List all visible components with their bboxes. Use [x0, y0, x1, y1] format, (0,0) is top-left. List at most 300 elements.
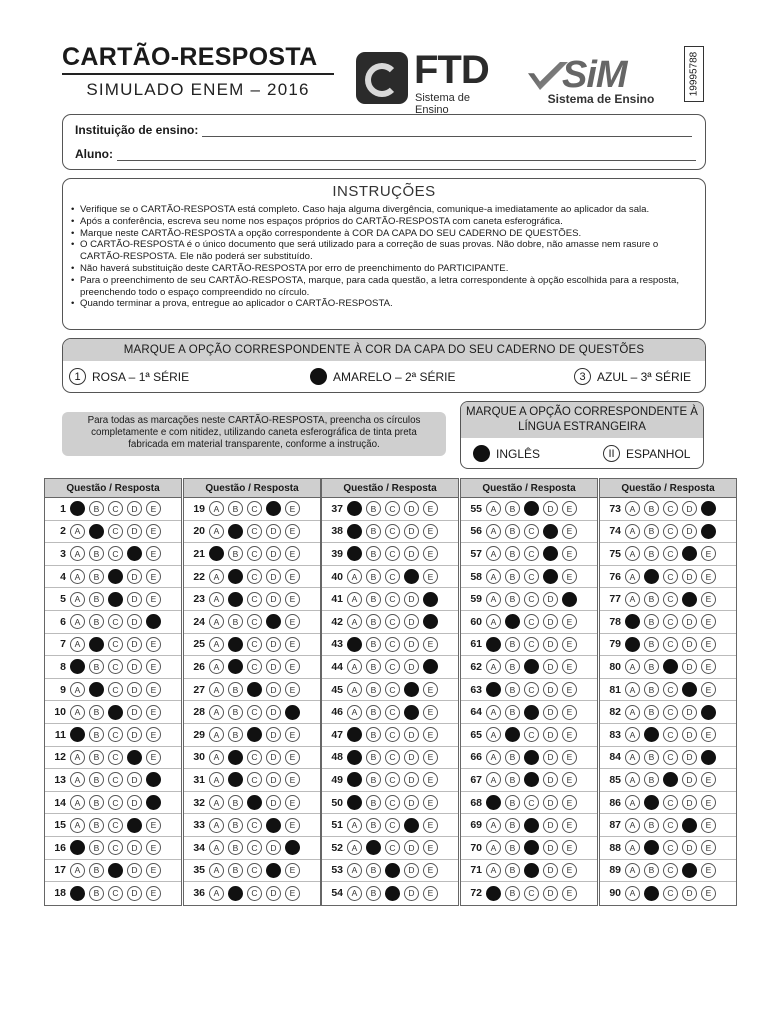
answer-bubble-a[interactable]: A — [486, 705, 501, 720]
answer-bubble-e[interactable]: E — [562, 614, 577, 629]
answer-bubble-e[interactable]: E — [701, 772, 716, 787]
answer-bubble-e[interactable]: E — [701, 569, 716, 584]
answer-bubble-e[interactable]: E — [562, 501, 577, 516]
answer-bubble-b[interactable]: B — [505, 795, 520, 810]
answer-bubble-a[interactable]: A — [625, 501, 640, 516]
answer-bubble-b[interactable]: B — [228, 863, 243, 878]
answer-bubble-c[interactable]: C — [663, 886, 678, 901]
answer-bubble-b[interactable]: B — [505, 546, 520, 561]
answer-bubble-c[interactable]: C — [247, 818, 262, 833]
answer-bubble-e-filled[interactable] — [701, 705, 716, 720]
answer-bubble-a[interactable]: A — [70, 524, 85, 539]
answer-bubble-a-filled[interactable] — [486, 682, 501, 697]
answer-bubble-b[interactable]: B — [366, 659, 381, 674]
answer-bubble-c[interactable]: C — [247, 501, 262, 516]
answer-bubble-d[interactable]: D — [127, 524, 142, 539]
answer-bubble-c[interactable]: C — [663, 750, 678, 765]
answer-bubble-e-filled[interactable] — [423, 659, 438, 674]
answer-bubble-c[interactable]: C — [385, 750, 400, 765]
answer-bubble-c[interactable]: C — [663, 795, 678, 810]
answer-bubble-c[interactable]: C — [247, 772, 262, 787]
answer-bubble-e[interactable]: E — [423, 818, 438, 833]
answer-bubble-b-filled[interactable] — [505, 727, 520, 742]
color-option-azul[interactable] — [574, 368, 691, 385]
answer-bubble-d[interactable]: D — [543, 886, 558, 901]
answer-bubble-c[interactable]: C — [108, 659, 123, 674]
answer-bubble-c[interactable]: C — [108, 818, 123, 833]
answer-bubble-c-filled[interactable] — [524, 750, 539, 765]
answer-bubble-e[interactable]: E — [562, 524, 577, 539]
answer-bubble-e[interactable]: E — [562, 727, 577, 742]
answer-bubble-d[interactable]: D — [127, 863, 142, 878]
answer-bubble-a[interactable]: A — [486, 592, 501, 607]
answer-bubble-a-filled[interactable] — [347, 772, 362, 787]
answer-bubble-d[interactable]: D — [543, 750, 558, 765]
answer-bubble-a[interactable]: A — [209, 863, 224, 878]
answer-bubble-e[interactable]: E — [701, 546, 716, 561]
answer-bubble-e[interactable]: E — [423, 795, 438, 810]
answer-bubble-c[interactable]: C — [385, 840, 400, 855]
answer-bubble-e[interactable]: E — [423, 524, 438, 539]
answer-bubble-e-filled[interactable] — [701, 501, 716, 516]
answer-bubble-c-filled[interactable] — [108, 569, 123, 584]
answer-bubble-a[interactable]: A — [347, 705, 362, 720]
answer-bubble-c-filled[interactable] — [247, 795, 262, 810]
answer-bubble-b-filled[interactable] — [228, 637, 243, 652]
answer-bubble-d-filled[interactable] — [266, 863, 281, 878]
answer-bubble-c-filled[interactable] — [663, 772, 678, 787]
answer-bubble-d[interactable]: D — [543, 501, 558, 516]
answer-bubble-a[interactable]: A — [486, 659, 501, 674]
answer-bubble-b[interactable]: B — [644, 659, 659, 674]
answer-bubble-a-filled[interactable] — [486, 886, 501, 901]
answer-bubble-d[interactable]: D — [127, 705, 142, 720]
answer-bubble-a[interactable]: A — [209, 705, 224, 720]
answer-bubble-d[interactable]: D — [404, 546, 419, 561]
answer-bubble-e[interactable]: E — [146, 886, 161, 901]
answer-bubble-a[interactable]: A — [209, 524, 224, 539]
answer-bubble-b-filled[interactable] — [644, 727, 659, 742]
answer-bubble-d[interactable]: D — [266, 727, 281, 742]
answer-bubble-a-filled[interactable] — [70, 886, 85, 901]
answer-bubble-b-filled[interactable] — [89, 524, 104, 539]
answer-bubble-d-filled[interactable] — [682, 863, 697, 878]
answer-bubble-d[interactable]: D — [266, 592, 281, 607]
answer-bubble-e[interactable]: E — [701, 863, 716, 878]
answer-bubble-b[interactable]: B — [505, 886, 520, 901]
answer-bubble-c[interactable]: C — [108, 772, 123, 787]
answer-bubble-d[interactable]: D — [127, 727, 142, 742]
answer-bubble-a-filled[interactable] — [347, 501, 362, 516]
answer-bubble-b[interactable]: B — [366, 682, 381, 697]
answer-bubble-e[interactable]: E — [701, 592, 716, 607]
answer-bubble-c-filled[interactable] — [524, 501, 539, 516]
answer-bubble-a[interactable]: A — [486, 750, 501, 765]
institution-input-line[interactable] — [202, 125, 692, 137]
answer-bubble-a[interactable]: A — [486, 772, 501, 787]
answer-bubble-c[interactable]: C — [385, 524, 400, 539]
answer-bubble-d-filled[interactable] — [543, 569, 558, 584]
answer-bubble-d-filled[interactable] — [404, 569, 419, 584]
answer-bubble-c-filled[interactable] — [385, 886, 400, 901]
answer-bubble-a-filled[interactable] — [347, 637, 362, 652]
answer-bubble-b-filled[interactable] — [644, 569, 659, 584]
answer-bubble-a[interactable]: A — [486, 569, 501, 584]
answer-bubble-d[interactable]: D — [543, 592, 558, 607]
answer-bubble-a-filled[interactable] — [486, 795, 501, 810]
answer-bubble-c[interactable]: C — [385, 637, 400, 652]
answer-bubble-a[interactable]: A — [625, 546, 640, 561]
answer-bubble-a[interactable]: A — [486, 818, 501, 833]
answer-bubble-b[interactable]: B — [366, 501, 381, 516]
answer-bubble-b[interactable]: B — [644, 592, 659, 607]
answer-bubble-c-filled[interactable] — [247, 682, 262, 697]
answer-bubble-b[interactable]: B — [644, 501, 659, 516]
answer-bubble-c[interactable]: C — [385, 682, 400, 697]
answer-bubble-a[interactable]: A — [70, 637, 85, 652]
answer-bubble-c[interactable]: C — [663, 501, 678, 516]
answer-bubble-b[interactable]: B — [505, 750, 520, 765]
answer-bubble-a[interactable]: A — [486, 524, 501, 539]
answer-bubble-d[interactable]: D — [266, 840, 281, 855]
answer-bubble-e-filled[interactable] — [146, 614, 161, 629]
answer-bubble-e[interactable]: E — [562, 818, 577, 833]
answer-bubble-d-filled[interactable] — [266, 818, 281, 833]
answer-bubble-c[interactable]: C — [108, 886, 123, 901]
answer-bubble-b[interactable]: B — [228, 727, 243, 742]
answer-bubble-c[interactable]: C — [385, 818, 400, 833]
answer-bubble-c[interactable]: C — [663, 614, 678, 629]
answer-bubble-b-filled[interactable] — [644, 886, 659, 901]
answer-bubble-e[interactable]: E — [146, 863, 161, 878]
answer-bubble-d[interactable]: D — [682, 659, 697, 674]
answer-bubble-e-filled[interactable] — [146, 795, 161, 810]
answer-bubble-e-filled[interactable] — [146, 772, 161, 787]
answer-bubble-a-filled[interactable] — [625, 637, 640, 652]
answer-bubble-e[interactable]: E — [146, 501, 161, 516]
answer-bubble-a[interactable]: A — [209, 659, 224, 674]
answer-bubble-a[interactable]: A — [209, 840, 224, 855]
answer-bubble-a[interactable]: A — [209, 795, 224, 810]
answer-bubble-c-filled[interactable] — [108, 592, 123, 607]
answer-bubble-c-filled[interactable] — [524, 772, 539, 787]
answer-bubble-c[interactable]: C — [663, 569, 678, 584]
answer-bubble-d[interactable]: D — [543, 614, 558, 629]
answer-bubble-c[interactable]: C — [247, 705, 262, 720]
answer-bubble-b[interactable]: B — [505, 818, 520, 833]
answer-bubble-a[interactable]: A — [347, 659, 362, 674]
language-option-bubble-filled[interactable] — [473, 445, 490, 462]
answer-bubble-d[interactable]: D — [266, 795, 281, 810]
answer-bubble-d-filled[interactable] — [682, 546, 697, 561]
answer-bubble-e[interactable]: E — [701, 727, 716, 742]
answer-bubble-a[interactable]: A — [209, 682, 224, 697]
answer-bubble-d[interactable]: D — [682, 772, 697, 787]
answer-bubble-c[interactable]: C — [385, 705, 400, 720]
answer-bubble-c[interactable]: C — [663, 592, 678, 607]
answer-bubble-c-filled[interactable] — [108, 863, 123, 878]
answer-bubble-b[interactable]: B — [89, 886, 104, 901]
answer-bubble-e[interactable]: E — [423, 750, 438, 765]
color-option-bubble[interactable]: 3 — [574, 368, 591, 385]
answer-bubble-a[interactable]: A — [70, 614, 85, 629]
answer-bubble-a-filled[interactable] — [347, 750, 362, 765]
answer-bubble-d[interactable]: D — [682, 614, 697, 629]
answer-bubble-b[interactable]: B — [366, 727, 381, 742]
answer-bubble-a-filled[interactable] — [70, 840, 85, 855]
answer-bubble-d[interactable]: D — [127, 569, 142, 584]
answer-bubble-c[interactable]: C — [524, 886, 539, 901]
answer-bubble-d[interactable]: D — [404, 863, 419, 878]
answer-bubble-e[interactable]: E — [423, 886, 438, 901]
answer-bubble-e[interactable]: E — [146, 546, 161, 561]
answer-bubble-c-filled[interactable] — [524, 840, 539, 855]
answer-bubble-a-filled[interactable] — [486, 637, 501, 652]
answer-bubble-a-filled[interactable] — [347, 795, 362, 810]
answer-bubble-d[interactable]: D — [127, 886, 142, 901]
answer-bubble-e[interactable]: E — [423, 840, 438, 855]
answer-bubble-d[interactable]: D — [127, 614, 142, 629]
answer-bubble-c[interactable]: C — [385, 546, 400, 561]
answer-bubble-e[interactable]: E — [423, 863, 438, 878]
answer-bubble-d[interactable]: D — [404, 524, 419, 539]
answer-bubble-e[interactable]: E — [423, 637, 438, 652]
answer-bubble-d[interactable]: D — [404, 886, 419, 901]
answer-bubble-e-filled[interactable] — [562, 592, 577, 607]
answer-bubble-c-filled[interactable] — [385, 863, 400, 878]
answer-bubble-d[interactable]: D — [127, 682, 142, 697]
answer-bubble-d[interactable]: D — [543, 682, 558, 697]
answer-bubble-b[interactable]: B — [505, 772, 520, 787]
answer-bubble-e[interactable]: E — [146, 750, 161, 765]
answer-bubble-e[interactable]: E — [285, 772, 300, 787]
answer-bubble-c[interactable]: C — [247, 637, 262, 652]
answer-bubble-b[interactable]: B — [228, 682, 243, 697]
answer-bubble-a[interactable]: A — [625, 569, 640, 584]
answer-bubble-d[interactable]: D — [127, 637, 142, 652]
answer-bubble-b-filled[interactable] — [366, 840, 381, 855]
answer-bubble-e-filled[interactable] — [285, 840, 300, 855]
answer-bubble-b[interactable]: B — [644, 818, 659, 833]
answer-bubble-e[interactable]: E — [562, 546, 577, 561]
language-option-bubble[interactable]: II — [603, 445, 620, 462]
answer-bubble-a[interactable]: A — [347, 818, 362, 833]
answer-bubble-b-filled[interactable] — [228, 886, 243, 901]
answer-bubble-c[interactable]: C — [108, 637, 123, 652]
answer-bubble-a[interactable]: A — [70, 546, 85, 561]
answer-bubble-d[interactable]: D — [543, 795, 558, 810]
answer-bubble-e[interactable]: E — [146, 637, 161, 652]
answer-bubble-b[interactable]: B — [505, 592, 520, 607]
answer-bubble-b[interactable]: B — [366, 705, 381, 720]
answer-bubble-d[interactable]: D — [682, 705, 697, 720]
answer-bubble-e[interactable]: E — [701, 659, 716, 674]
answer-bubble-e[interactable]: E — [146, 818, 161, 833]
answer-bubble-a[interactable]: A — [209, 569, 224, 584]
answer-bubble-a[interactable]: A — [625, 592, 640, 607]
answer-bubble-e[interactable]: E — [562, 840, 577, 855]
answer-bubble-a-filled[interactable] — [347, 546, 362, 561]
answer-bubble-a[interactable]: A — [347, 863, 362, 878]
answer-bubble-d[interactable]: D — [543, 772, 558, 787]
answer-bubble-e[interactable]: E — [285, 501, 300, 516]
answer-bubble-e[interactable]: E — [285, 659, 300, 674]
answer-bubble-d[interactable]: D — [543, 659, 558, 674]
answer-bubble-e[interactable]: E — [562, 705, 577, 720]
answer-bubble-b[interactable]: B — [366, 750, 381, 765]
color-option-amarelo[interactable] — [310, 368, 455, 385]
answer-bubble-d-filled[interactable] — [266, 614, 281, 629]
answer-bubble-c[interactable]: C — [385, 592, 400, 607]
answer-bubble-d[interactable]: D — [682, 795, 697, 810]
answer-bubble-b[interactable]: B — [366, 569, 381, 584]
answer-bubble-c-filled[interactable] — [247, 727, 262, 742]
answer-bubble-d[interactable]: D — [543, 637, 558, 652]
answer-bubble-b[interactable]: B — [228, 546, 243, 561]
answer-bubble-d[interactable]: D — [682, 637, 697, 652]
answer-bubble-d[interactable]: D — [266, 637, 281, 652]
answer-bubble-b[interactable]: B — [644, 750, 659, 765]
answer-bubble-b[interactable]: B — [228, 840, 243, 855]
answer-bubble-d[interactable]: D — [127, 592, 142, 607]
answer-bubble-c[interactable]: C — [385, 659, 400, 674]
answer-bubble-b[interactable]: B — [228, 818, 243, 833]
answer-bubble-e[interactable]: E — [146, 705, 161, 720]
answer-bubble-a[interactable]: A — [209, 750, 224, 765]
answer-bubble-c-filled[interactable] — [524, 705, 539, 720]
answer-bubble-b[interactable]: B — [89, 818, 104, 833]
answer-bubble-c[interactable]: C — [108, 546, 123, 561]
answer-bubble-a[interactable]: A — [209, 614, 224, 629]
answer-bubble-a[interactable]: A — [209, 727, 224, 742]
answer-bubble-e[interactable]: E — [146, 659, 161, 674]
answer-bubble-c[interactable]: C — [108, 727, 123, 742]
answer-bubble-e[interactable]: E — [423, 546, 438, 561]
answer-bubble-d[interactable]: D — [127, 659, 142, 674]
answer-bubble-b[interactable]: B — [89, 546, 104, 561]
answer-bubble-e[interactable]: E — [146, 682, 161, 697]
answer-bubble-a[interactable]: A — [209, 818, 224, 833]
answer-bubble-d-filled[interactable] — [404, 705, 419, 720]
answer-bubble-d[interactable]: D — [404, 750, 419, 765]
answer-bubble-d[interactable]: D — [682, 886, 697, 901]
answer-bubble-d[interactable]: D — [543, 818, 558, 833]
answer-bubble-e[interactable]: E — [146, 524, 161, 539]
answer-bubble-e[interactable]: E — [562, 795, 577, 810]
answer-bubble-a[interactable]: A — [625, 705, 640, 720]
answer-bubble-a[interactable]: A — [625, 524, 640, 539]
answer-bubble-b[interactable]: B — [644, 682, 659, 697]
answer-bubble-b[interactable]: B — [505, 501, 520, 516]
answer-bubble-c[interactable]: C — [663, 818, 678, 833]
answer-bubble-a[interactable]: A — [209, 772, 224, 787]
answer-bubble-e[interactable]: E — [701, 886, 716, 901]
answer-bubble-a[interactable]: A — [70, 772, 85, 787]
answer-bubble-e-filled[interactable] — [701, 524, 716, 539]
answer-bubble-b[interactable]: B — [366, 886, 381, 901]
answer-bubble-c[interactable]: C — [663, 637, 678, 652]
answer-bubble-e[interactable]: E — [423, 569, 438, 584]
answer-bubble-d[interactable]: D — [682, 750, 697, 765]
answer-bubble-d-filled[interactable] — [682, 818, 697, 833]
answer-bubble-a[interactable]: A — [486, 614, 501, 629]
answer-bubble-c[interactable]: C — [247, 524, 262, 539]
answer-bubble-c[interactable]: C — [663, 682, 678, 697]
answer-bubble-b[interactable]: B — [505, 524, 520, 539]
answer-bubble-b[interactable]: B — [89, 863, 104, 878]
answer-bubble-e[interactable]: E — [285, 524, 300, 539]
answer-bubble-a-filled[interactable] — [209, 546, 224, 561]
answer-bubble-c[interactable]: C — [108, 840, 123, 855]
answer-bubble-e[interactable]: E — [562, 772, 577, 787]
answer-bubble-c[interactable]: C — [108, 750, 123, 765]
answer-bubble-a[interactable]: A — [347, 886, 362, 901]
answer-bubble-b-filled[interactable] — [644, 795, 659, 810]
answer-bubble-a[interactable]: A — [347, 569, 362, 584]
answer-bubble-c[interactable]: C — [524, 614, 539, 629]
answer-bubble-c[interactable]: C — [663, 840, 678, 855]
answer-bubble-a[interactable]: A — [625, 659, 640, 674]
answer-bubble-e[interactable]: E — [146, 727, 161, 742]
answer-bubble-d[interactable]: D — [543, 863, 558, 878]
answer-bubble-b[interactable]: B — [89, 705, 104, 720]
answer-bubble-c[interactable]: C — [663, 524, 678, 539]
answer-bubble-a[interactable]: A — [625, 863, 640, 878]
answer-bubble-c[interactable]: C — [385, 501, 400, 516]
answer-bubble-d[interactable]: D — [682, 569, 697, 584]
answer-bubble-e[interactable]: E — [285, 569, 300, 584]
answer-bubble-e[interactable]: E — [562, 886, 577, 901]
answer-bubble-e[interactable]: E — [285, 727, 300, 742]
answer-bubble-e[interactable]: E — [285, 546, 300, 561]
answer-bubble-d[interactable]: D — [404, 795, 419, 810]
answer-bubble-d[interactable]: D — [682, 501, 697, 516]
answer-bubble-c-filled[interactable] — [524, 863, 539, 878]
answer-bubble-e[interactable]: E — [285, 682, 300, 697]
answer-bubble-b[interactable]: B — [505, 863, 520, 878]
answer-bubble-e[interactable]: E — [701, 818, 716, 833]
answer-bubble-d[interactable]: D — [682, 840, 697, 855]
answer-bubble-d[interactable]: D — [127, 501, 142, 516]
answer-bubble-d[interactable]: D — [543, 727, 558, 742]
answer-bubble-e[interactable]: E — [701, 637, 716, 652]
answer-bubble-a[interactable]: A — [70, 818, 85, 833]
answer-bubble-b[interactable]: B — [505, 682, 520, 697]
answer-bubble-d[interactable]: D — [682, 524, 697, 539]
answer-bubble-a[interactable]: A — [70, 705, 85, 720]
answer-bubble-d-filled[interactable] — [404, 682, 419, 697]
answer-bubble-e[interactable]: E — [562, 569, 577, 584]
color-option-bubble[interactable]: 1 — [69, 368, 86, 385]
answer-bubble-e[interactable]: E — [423, 772, 438, 787]
answer-bubble-b-filled[interactable] — [644, 840, 659, 855]
answer-bubble-d-filled[interactable] — [682, 592, 697, 607]
answer-bubble-e[interactable]: E — [701, 840, 716, 855]
answer-bubble-b[interactable]: B — [366, 592, 381, 607]
answer-bubble-d-filled[interactable] — [127, 818, 142, 833]
answer-bubble-a[interactable]: A — [625, 818, 640, 833]
answer-bubble-e[interactable]: E — [146, 840, 161, 855]
answer-bubble-b-filled[interactable] — [89, 637, 104, 652]
answer-bubble-b[interactable]: B — [228, 795, 243, 810]
answer-bubble-b-filled[interactable] — [228, 524, 243, 539]
answer-bubble-e[interactable]: E — [285, 750, 300, 765]
answer-bubble-e[interactable]: E — [146, 569, 161, 584]
answer-bubble-b-filled[interactable] — [228, 772, 243, 787]
answer-bubble-b[interactable]: B — [366, 772, 381, 787]
student-name-input-line[interactable] — [117, 149, 696, 161]
answer-bubble-b[interactable]: B — [644, 637, 659, 652]
